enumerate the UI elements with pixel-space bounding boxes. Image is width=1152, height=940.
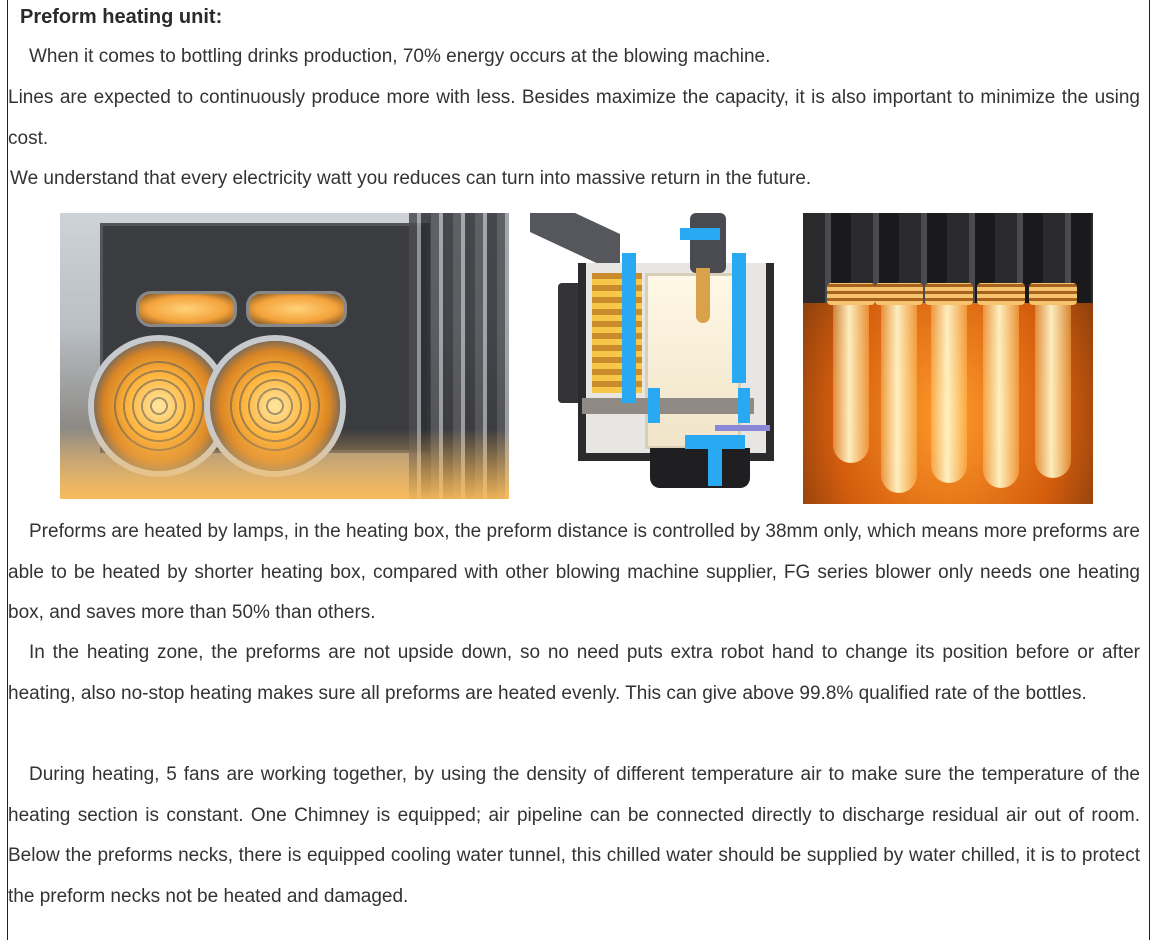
diagram-base bbox=[650, 448, 750, 488]
lamp-glow bbox=[60, 429, 509, 499]
diagram-preform bbox=[696, 268, 710, 323]
airflow-arrow-right bbox=[732, 253, 746, 383]
preform-4 bbox=[983, 293, 1019, 488]
intro-paragraph-2: Lines are expected to continuously produce more with less. Besides maximize the capacity, it is also important to minimize the using cost. bbox=[8, 87, 1140, 149]
preform-3 bbox=[931, 293, 967, 483]
heating-box-fans-image bbox=[60, 213, 509, 499]
diagram-nozzle bbox=[690, 213, 726, 273]
preform-5 bbox=[1035, 293, 1071, 478]
body-paragraph-1: Preforms are heated by lamps, in the heating box, the preform distance is controlled by 38mm only, which means more preforms are able to be heated by shorter heating box, compared with other blowing machine supplier, FG series blower only needs one heating box, and saves more than 50% than others. bbox=[8, 521, 1140, 624]
lamp-window-right bbox=[246, 291, 347, 327]
section-title: Preform heating unit: bbox=[20, 6, 223, 28]
lamp-window-left bbox=[136, 291, 237, 327]
exhaust-arrow bbox=[715, 425, 770, 431]
airflow-arrow-left bbox=[622, 253, 636, 403]
airflow-arrow-top bbox=[680, 228, 720, 240]
airflow-arrow-up-right bbox=[738, 388, 750, 423]
body-paragraph-2: In the heating zone, the preforms are not upside down, so no need puts extra robot hand to change its position before or after heating, also no-stop heating makes sure all preforms are heated evenly. This can give above 99.8% qualified rate of the bottles. bbox=[8, 642, 1140, 704]
intro-paragraph-3: We understand that every electricity watt you reduces can turn into massive return in the future. bbox=[10, 168, 812, 189]
airflow-arrow-down bbox=[708, 441, 722, 486]
airflow-arrow-up-left bbox=[648, 388, 660, 423]
intro-paragraph-1: When it comes to bottling drinks production, 70% energy occurs at the blowing machine. bbox=[29, 46, 771, 67]
airflow-diagram-image bbox=[530, 213, 788, 492]
diagram-tray bbox=[582, 398, 754, 414]
preform-2 bbox=[881, 293, 917, 493]
preform-1 bbox=[833, 293, 869, 463]
body-paragraph-3: During heating, 5 fans are working together, by using the density of different temperature air to make sure the temperature of the heating section is constant. One Chimney is equipped; air pipeline can be connected directly to discharge residual air out of room. Below the preforms necks, there is equipped cooling water tunnel, this chilled water should be supplied by water chilled, it is to protect the preform necks not be heated and damaged. bbox=[8, 764, 1140, 907]
heated-preforms-image bbox=[803, 213, 1093, 504]
